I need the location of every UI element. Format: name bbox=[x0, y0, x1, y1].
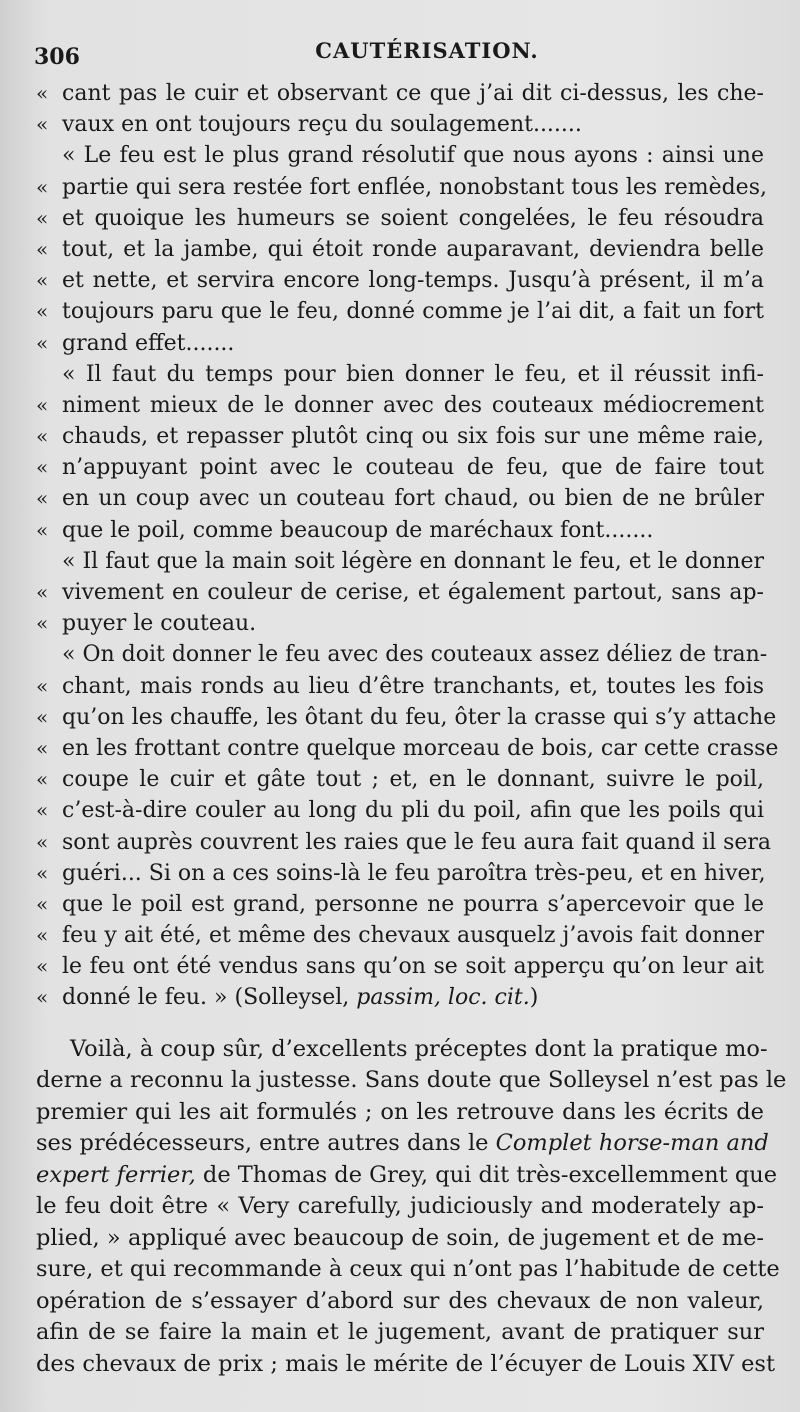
quote-line-text: grand effet....... bbox=[62, 330, 235, 356]
quote-line-text: et quoique les humeurs se soient congelées, le feu résoudra bbox=[62, 205, 764, 231]
quote-line bbox=[36, 359, 764, 390]
quote-mark: « bbox=[36, 268, 49, 293]
running-head: CAUTÉRISATION. bbox=[315, 38, 539, 63]
quote-mark: « bbox=[36, 860, 49, 885]
quote-citation-close: ) bbox=[529, 985, 539, 1011]
book-title-italic: expert ferrier, bbox=[36, 1161, 196, 1188]
quote-line bbox=[36, 951, 764, 982]
text-line: derne a reconnu la justesse. Sans doute que Solleysel n’est pas le bbox=[36, 1067, 787, 1094]
quote-line-text: « Il faut du temps pour bien donner le feu, et il réussit infi- bbox=[62, 361, 764, 387]
quotation-block bbox=[36, 78, 779, 982]
quote-line bbox=[36, 421, 764, 452]
quote-line bbox=[36, 483, 764, 514]
quote-line-text: niment mieux de le donner avec des couteaux médiocrement bbox=[62, 392, 764, 418]
text-line: sure, et qui recommande à ceux qui n’ont pas l’habitude de cette bbox=[36, 1256, 780, 1283]
quote-mark: « bbox=[36, 486, 49, 511]
quote-line bbox=[36, 608, 764, 639]
quote-line-text: guéri... Si on a ces soins-là le feu paroîtra très-peu, et en hiver, bbox=[62, 860, 766, 886]
quote-mark: « bbox=[36, 673, 49, 698]
quote-line-text: feu y ait été, et même des chevaux ausquelz j’avois fait donner bbox=[62, 923, 764, 949]
text-line: plied, » appliqué avec beaucoup de soin, de jugement et de me- bbox=[36, 1224, 764, 1251]
quote-line-text: coupe le cuir et gâte tout ; et, en le donnant, suivre le poil, bbox=[62, 767, 764, 793]
quote-line bbox=[36, 764, 764, 795]
quote-mark: « bbox=[36, 798, 49, 823]
quote-line bbox=[36, 546, 764, 577]
quote-line-text: que le poil est grand, personne ne pourra s’apercevoir que le bbox=[62, 891, 764, 917]
quote-mark: « bbox=[36, 392, 49, 417]
text-line: opération de s’essayer d’abord sur des chevaux de non valeur, bbox=[36, 1287, 764, 1314]
quote-mark: « bbox=[36, 81, 49, 105]
quote-mark: « bbox=[36, 517, 49, 542]
quote-line-text: n’appuyant point avec le couteau de feu, que de faire tout bbox=[62, 455, 764, 481]
quote-line bbox=[36, 920, 764, 951]
quote-line-text: cant pas le cuir et observant ce que j’ai dit ci-dessus, les che- bbox=[62, 81, 764, 106]
quote-line bbox=[36, 858, 764, 889]
quote-line-text: en les frottant contre quelque morceau de bois, car cette crasse bbox=[62, 735, 779, 761]
quote-line bbox=[36, 827, 772, 858]
quote-final-line bbox=[36, 982, 764, 1013]
quote-line bbox=[36, 140, 764, 171]
page-number: 306 bbox=[34, 44, 80, 70]
quote-line bbox=[36, 203, 764, 234]
quote-line bbox=[36, 328, 764, 359]
text-line bbox=[36, 1128, 769, 1160]
quote-line-text: c’est-à-dire couler au long du pli du poil, afin que les poils qui bbox=[62, 798, 764, 824]
quote-final-text: donné le feu. » (Solleysel, bbox=[62, 985, 357, 1011]
quote-citation-italic: passim, loc. cit. bbox=[356, 985, 530, 1011]
text-span: de Thomas de Grey, qui dit très-excellemment que bbox=[195, 1161, 778, 1188]
text-line: le feu doit être « Very carefully, judiciously and moderately ap- bbox=[36, 1193, 764, 1220]
quote-line bbox=[36, 265, 764, 296]
quote-line bbox=[36, 452, 764, 483]
quote-line bbox=[36, 78, 764, 109]
quote-line bbox=[36, 515, 764, 546]
paragraph-gap bbox=[36, 1014, 764, 1034]
quote-mark: « bbox=[36, 954, 49, 979]
quote-line bbox=[36, 296, 764, 327]
text-line: Voilà, à coup sûr, d’excellents préceptes dont la pratique mo- bbox=[70, 1035, 768, 1062]
quote-line-text: « Il faut que la main soit légère en donnant le feu, et le donner bbox=[62, 548, 764, 574]
quote-mark: « bbox=[36, 455, 49, 480]
text-line: des chevaux de prix ; mais le mérite de l’écuyer de Louis XIV est bbox=[36, 1350, 776, 1377]
quote-line bbox=[36, 639, 768, 670]
quote-mark: « bbox=[36, 424, 49, 449]
quote-mark: « bbox=[36, 891, 49, 916]
quote-mark: « bbox=[36, 704, 49, 729]
paragraph-commentary bbox=[36, 1034, 787, 1381]
quote-line bbox=[36, 795, 764, 826]
quote-line bbox=[36, 172, 767, 203]
quote-mark: « bbox=[36, 735, 49, 760]
text-line bbox=[36, 1160, 778, 1192]
quote-line bbox=[36, 390, 764, 421]
page-body bbox=[36, 78, 787, 1380]
quote-line bbox=[36, 234, 764, 265]
quote-mark: « bbox=[36, 174, 49, 199]
quote-mark: « bbox=[36, 205, 49, 230]
quote-line-text: « Le feu est le plus grand résolutif que nous ayons : ainsi une bbox=[62, 143, 764, 169]
quote-line-text: en un coup avec un couteau fort chaud, ou bien de ne brûler bbox=[62, 486, 764, 512]
quote-mark: « bbox=[36, 236, 49, 261]
quote-mark: « bbox=[36, 767, 49, 792]
quote-mark: « bbox=[36, 580, 49, 604]
quote-line-text: le feu ont été vendus sans qu’on se soit apperçu qu’on leur ait bbox=[62, 954, 764, 980]
quote-line-text: chant, mais ronds au lieu d’être tranchants, et, toutes les fois bbox=[62, 673, 764, 699]
quote-mark: « bbox=[36, 923, 49, 948]
quote-line-text: tout, et la jambe, qui étoit ronde auparavant, deviendra belle bbox=[62, 236, 764, 262]
quote-line-text: sont auprès couvrent les raies que le feu aura fait quand il sera bbox=[62, 829, 772, 855]
quote-line-text: et nette, et servira encore long-temps. Jusqu’à présent, il m’a bbox=[62, 268, 764, 294]
quote-line bbox=[36, 577, 764, 608]
quote-line bbox=[36, 733, 779, 764]
quote-mark: « bbox=[36, 829, 49, 854]
quote-line bbox=[36, 702, 777, 733]
quote-line-text: toujours paru que le feu, donné comme je l’ai dit, a fait un fort bbox=[62, 299, 764, 325]
quote-line bbox=[36, 109, 764, 140]
quote-line-text: puyer le couteau. bbox=[62, 611, 257, 637]
quote-line-text: partie qui sera restée fort enflée, nonobstant tous les remèdes, bbox=[62, 174, 767, 200]
book-title-italic: Complet horse-man and bbox=[495, 1130, 769, 1157]
quote-line bbox=[36, 671, 764, 702]
quote-mark: « bbox=[36, 299, 49, 324]
quote-mark: « bbox=[36, 611, 49, 636]
text-span: ses prédécesseurs, entre autres dans le bbox=[36, 1130, 496, 1157]
quote-mark: « bbox=[36, 112, 49, 137]
text-line: premier qui les ait formulés ; on les retrouve dans les écrits de bbox=[36, 1098, 764, 1125]
quote-line-text: « On doit donner le feu avec des couteaux assez déliez de tran- bbox=[62, 642, 768, 668]
quote-mark: « bbox=[36, 330, 49, 355]
quote-mark: « bbox=[36, 985, 49, 1010]
quote-line-text: que le poil, comme beaucoup de maréchaux font....... bbox=[62, 517, 654, 543]
quote-line bbox=[36, 889, 764, 920]
text-line: afin de se faire la main et le jugement, avant de pratiquer sur bbox=[36, 1319, 764, 1346]
quote-line-text: vivement en couleur de cerise, et également partout, sans ap- bbox=[62, 580, 764, 605]
quote-line-text: qu’on les chauffe, les ôtant du feu, ôter la crasse qui s’y attache bbox=[62, 704, 777, 730]
quote-line-text: vaux en ont toujours reçu du soulagement....... bbox=[62, 112, 582, 138]
page-header bbox=[34, 34, 760, 74]
quote-line-text: chauds, et repasser plutôt cinq ou six fois sur une même raie, bbox=[62, 424, 764, 450]
